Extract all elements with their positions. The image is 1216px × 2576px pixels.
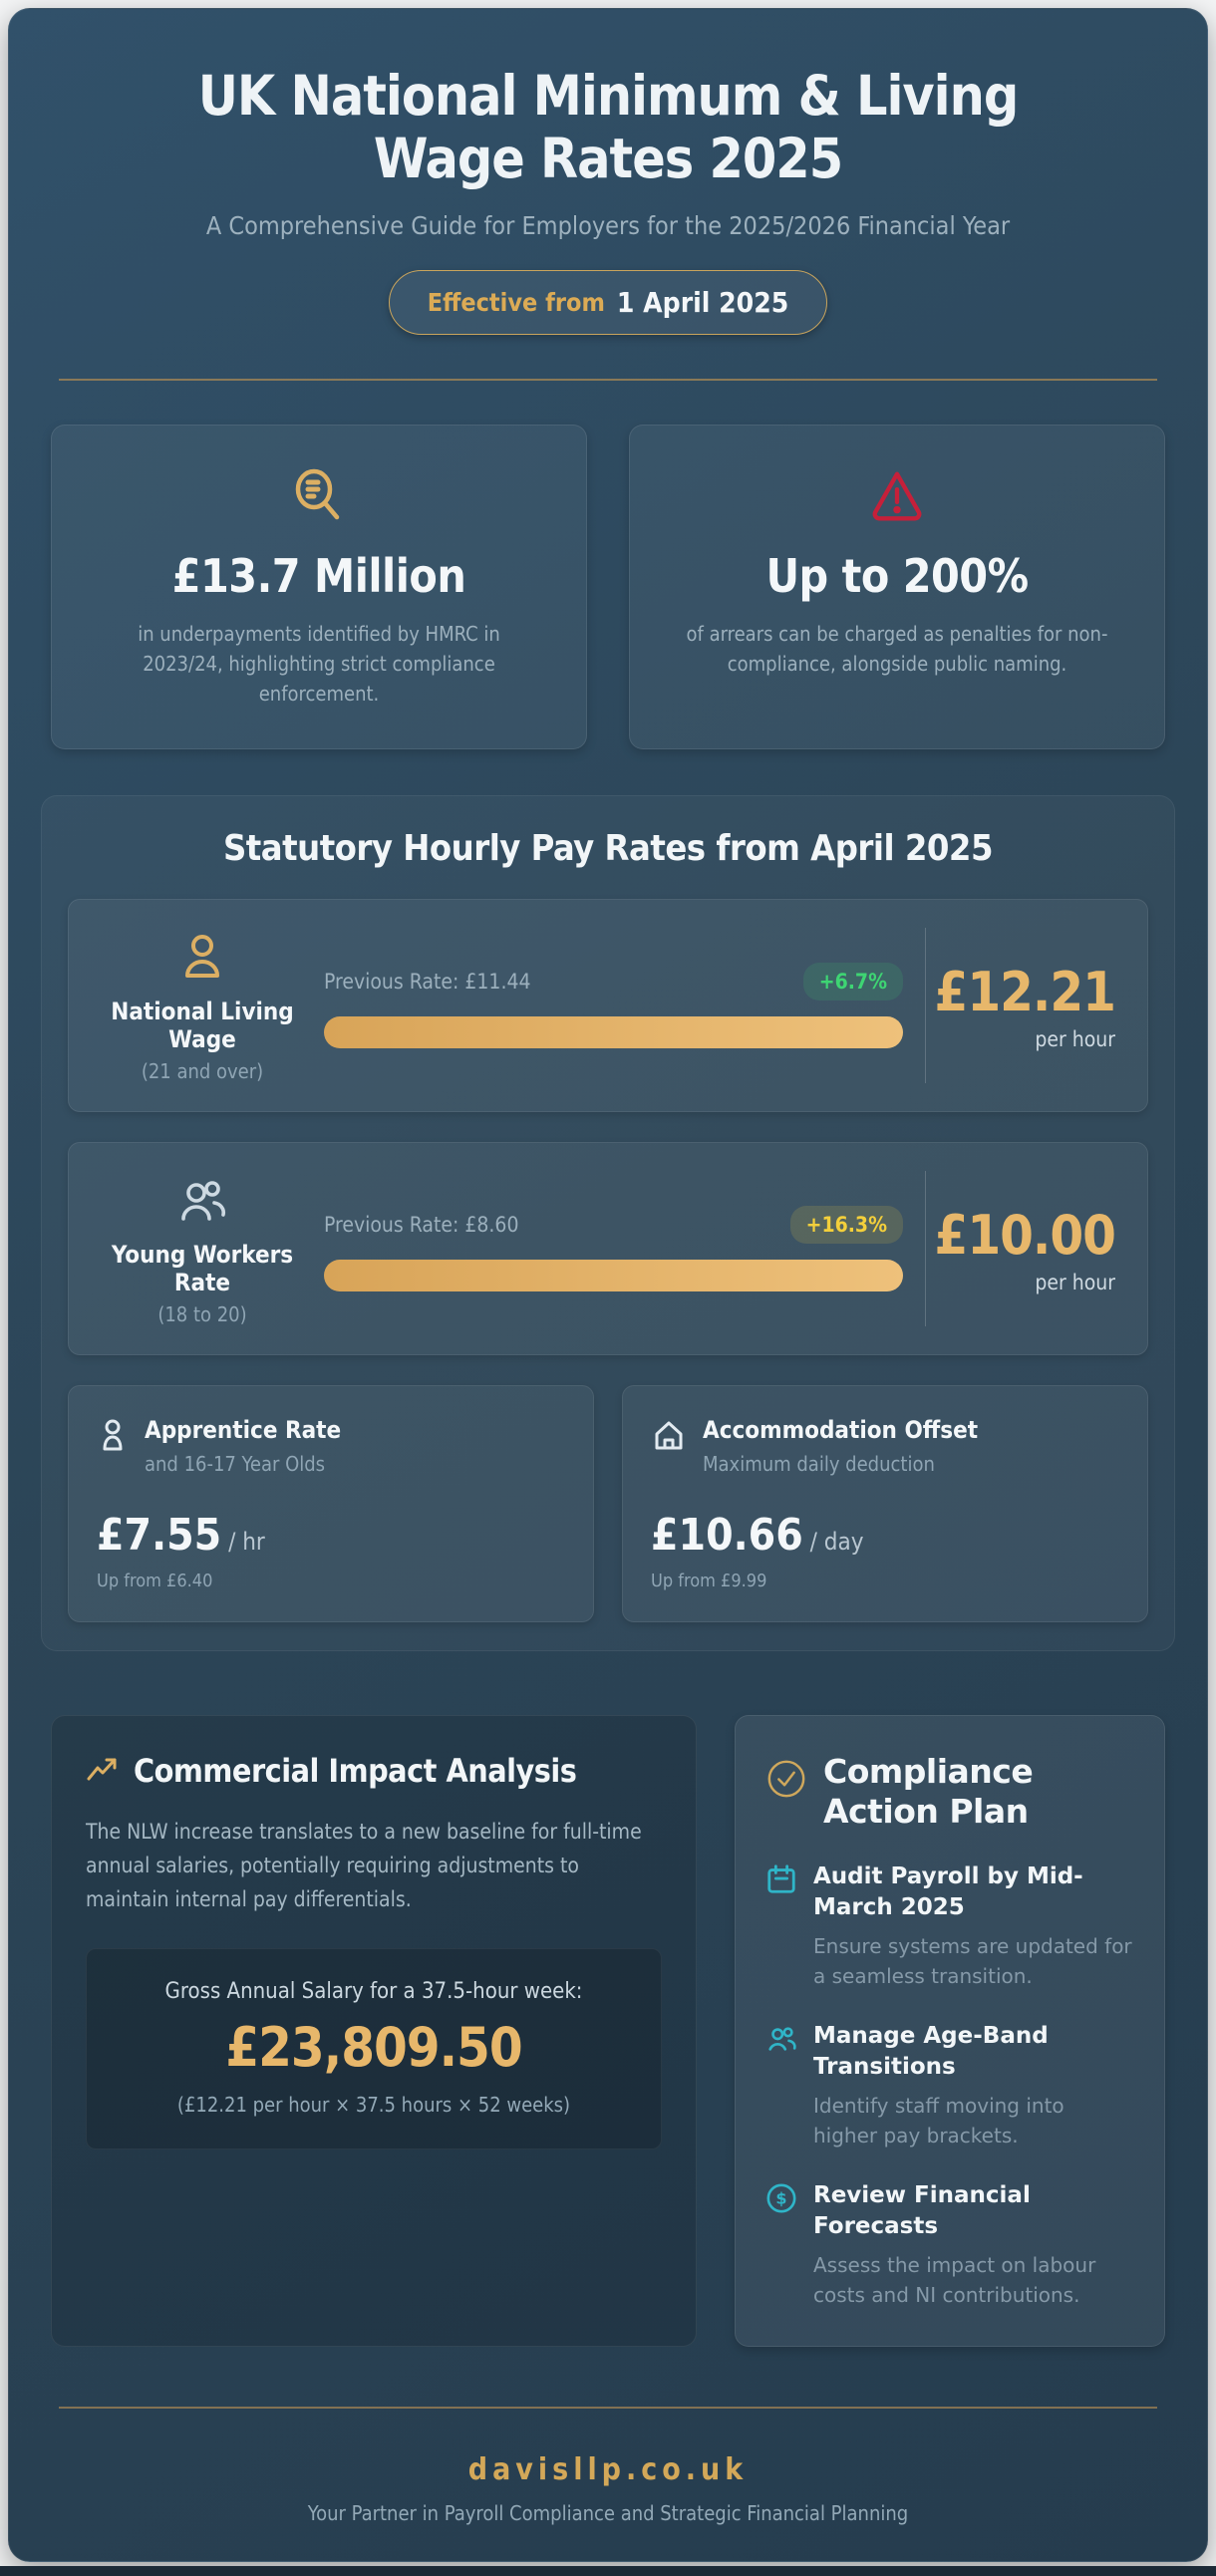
- yw-name: Young Workers Rate: [111, 1241, 294, 1297]
- compliance-item-desc: Assess the impact on labour costs and NI contributions.: [813, 2252, 1096, 2307]
- apprentice-rate-card: [68, 1385, 594, 1622]
- person-icon: [95, 928, 310, 986]
- impact-heading: Commercial Impact Analysis: [134, 1752, 577, 1791]
- trending-up-icon: [86, 1755, 118, 1789]
- salary-box: [86, 1948, 662, 2149]
- magnifier-icon: [86, 463, 552, 529]
- salary-value: £23,809.50: [225, 2015, 522, 2079]
- infographic-poster: [8, 8, 1208, 2562]
- footer-tagline: Your Partner in Payroll Compliance and Strategic Financial Planning: [307, 2500, 909, 2525]
- apprentice-title: Apprentice Rate: [145, 1416, 342, 1445]
- penalties-desc: of arrears can be charged as penalties for non-compliance, alongside public naming.: [686, 622, 1108, 677]
- underpayments-stat-card: [51, 425, 587, 749]
- commercial-impact-card: [51, 1715, 697, 2346]
- compliance-heading: Compliance Action Plan: [823, 1752, 1034, 1831]
- yw-price-unit: per hour: [1035, 1270, 1115, 1294]
- page-title: [41, 65, 1175, 335]
- penalties-stat-card: [629, 425, 1165, 749]
- effective-date-badge: [389, 270, 828, 335]
- nlw-previous-rate: Previous Rate: £11.44: [324, 970, 531, 995]
- badge-date: 1 April 2025: [616, 286, 789, 320]
- penalties-value: Up to 200%: [765, 549, 1029, 604]
- compliance-item-audit-payroll: [765, 1861, 1134, 1991]
- yw-label-block: [95, 1171, 310, 1326]
- stats-row: [51, 425, 1165, 749]
- mini-cards-row: [68, 1385, 1148, 1622]
- bottom-cards-row: [51, 1715, 1165, 2346]
- compliance-item-desc: Identify staff moving into higher pay brackets.: [813, 2093, 1064, 2147]
- title-line-1: UK National Minimum & Living: [197, 64, 1019, 128]
- apprentice-price: £7.55: [97, 1510, 222, 1562]
- compliance-item-text: [813, 1861, 1134, 1991]
- yw-age: (18 to 20): [157, 1302, 247, 1327]
- yw-price-block: [926, 1204, 1121, 1294]
- title-line-2: Wage Rates 2025: [373, 126, 843, 190]
- compliance-item-desc: Ensure systems are updated for a seamless transition.: [813, 1933, 1132, 1988]
- impact-body: The NLW increase translates to a new baseline for full-time annual salaries, potentially requiring adjustments to maintain internal pay differentials.: [86, 1819, 642, 1911]
- compliance-action-plan-card: [735, 1715, 1165, 2346]
- compliance-item-title: Audit Payroll by Mid-March 2025: [813, 1862, 1083, 1920]
- compliance-item-age-band: [765, 2021, 1134, 2150]
- nlw-bar-area: [310, 963, 925, 1048]
- apprentice-sub: and 16-17 Year Olds: [145, 1452, 326, 1477]
- nlw-price-block: [926, 961, 1121, 1051]
- underpayments-desc: in underpayments identified by HMRC in 2023/24, highlighting strict compliance enforcement.: [138, 622, 500, 707]
- header-divider: [59, 379, 1157, 381]
- yw-bar-area: [310, 1206, 925, 1291]
- compliance-item-text: [813, 2021, 1134, 2150]
- accommodation-note: Up from £9.99: [651, 1571, 767, 1592]
- yw-previous-rate: Previous Rate: £8.60: [324, 1213, 519, 1238]
- yw-rate-bar: [324, 1260, 903, 1291]
- footer-domain: davisllp.co.uk: [467, 2451, 749, 2487]
- rates-section: [41, 795, 1175, 1651]
- yw-change-badge: +16.3%: [790, 1206, 903, 1244]
- nlw-change-badge: +6.7%: [803, 963, 903, 1001]
- salary-label: Gross Annual Salary for a 37.5-hour week:: [164, 1978, 583, 2004]
- accommodation-unit: / day: [802, 1528, 864, 1557]
- apprentice-unit: / hr: [221, 1528, 265, 1557]
- footer-divider: [59, 2407, 1157, 2409]
- badge-prefix: Effective from: [427, 288, 605, 318]
- subtitle: A Comprehensive Guide for Employers for the 2025/2026 Financial Year: [205, 211, 1011, 241]
- apprentice-person-icon: [97, 1418, 129, 1476]
- accommodation-title: Accommodation Offset: [703, 1416, 979, 1445]
- compliance-item-forecasts: [765, 2180, 1134, 2310]
- underpayments-value: £13.7 Million: [171, 549, 466, 604]
- nlw-price: £12.21: [934, 960, 1115, 1023]
- dollar-circle-icon: [765, 2182, 797, 2310]
- nlw-rate-bar: [324, 1016, 903, 1048]
- apprentice-note: Up from £6.40: [97, 1571, 213, 1592]
- compliance-item-text: [813, 2180, 1134, 2310]
- compliance-item-title: Review Financial Forecasts: [813, 2181, 1031, 2239]
- accommodation-head-text: [703, 1416, 978, 1476]
- users-icon: [765, 2023, 797, 2150]
- rate-row-young-workers: [68, 1142, 1148, 1355]
- accommodation-sub: Maximum daily deduction: [703, 1452, 935, 1477]
- nlw-name: National Living Wage: [111, 998, 294, 1054]
- calendar-icon: [765, 1863, 797, 1991]
- nlw-age: (21 and over): [141, 1059, 264, 1084]
- rates-heading: Statutory Hourly Pay Rates from April 2025: [222, 828, 994, 870]
- svg-text:$: $: [775, 2188, 787, 2208]
- users-icon: [95, 1171, 310, 1229]
- rate-row-national-living-wage: [68, 899, 1148, 1112]
- house-icon: [651, 1418, 687, 1476]
- page-bottom-strip: [0, 2566, 1216, 2576]
- check-circle-icon: [765, 1758, 807, 1804]
- salary-formula: (£12.21 per hour × 37.5 hours × 52 weeks): [176, 2092, 571, 2117]
- compliance-item-title: Manage Age-Band Transitions: [813, 2022, 1049, 2080]
- apprentice-head-text: [145, 1416, 341, 1476]
- warning-triangle-icon: [664, 463, 1130, 529]
- nlw-label-block: [95, 928, 310, 1083]
- accommodation-offset-card: [622, 1385, 1148, 1622]
- accommodation-price: £10.66: [651, 1510, 803, 1562]
- nlw-price-unit: per hour: [1035, 1026, 1115, 1051]
- yw-price: £10.00: [934, 1203, 1115, 1267]
